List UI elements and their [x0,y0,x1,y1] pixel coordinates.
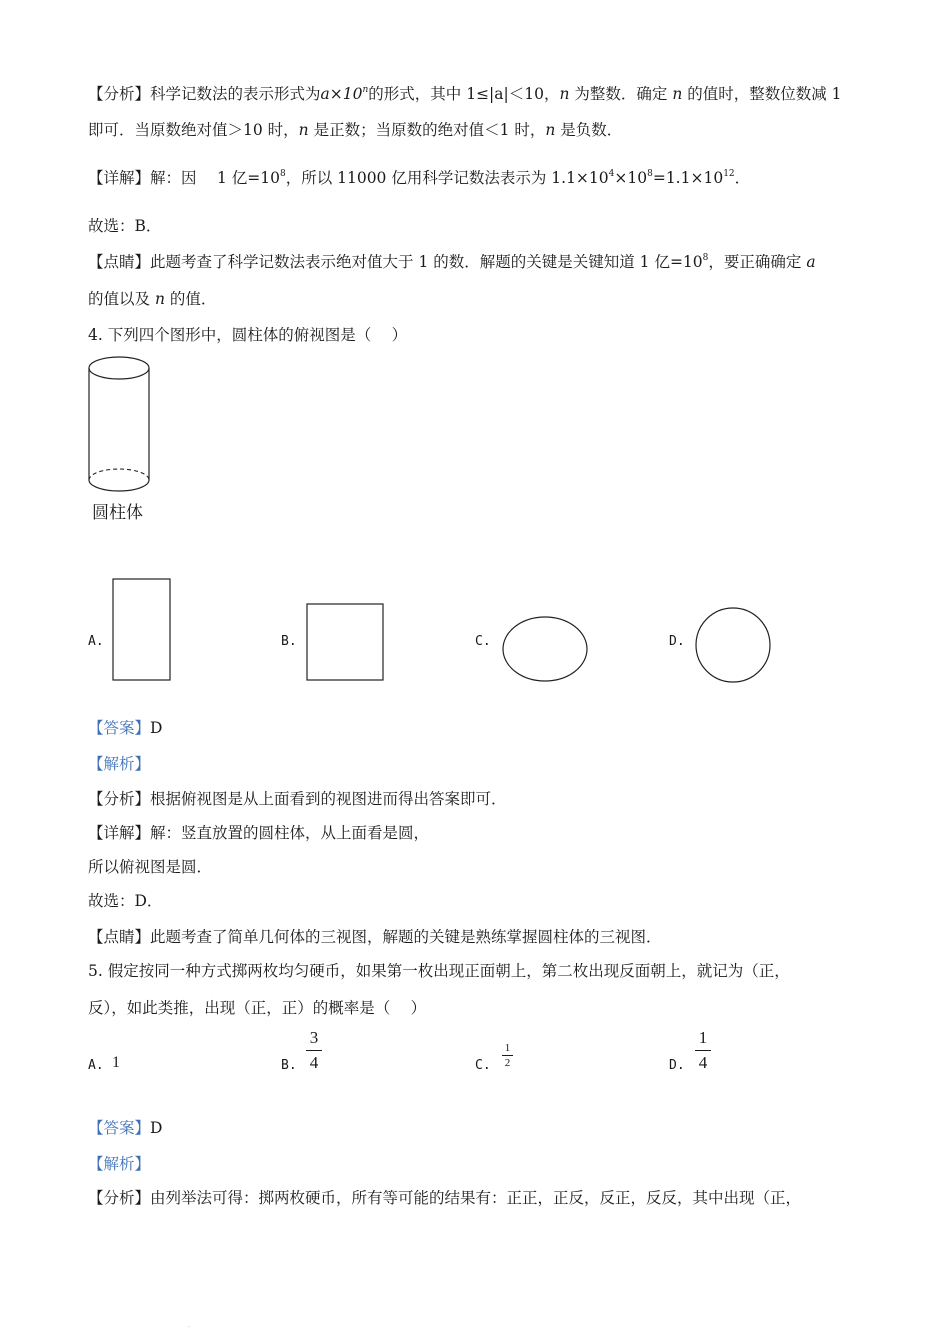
q5-option-c-fraction: 1 2 [502,1042,513,1069]
cylinder-figure [84,350,154,498]
q3-analysis-line2: 即可．当原数绝对值＞10 时，n 是正数；当原数的绝对值＜1 时，n 是负数． [88,121,623,139]
q3-choose: 故选：B． [88,217,162,235]
q4-analysis: 【分析】根据俯视图是从上面看到的视图进而得出答案即可． [88,790,507,808]
q5-stem-line2: 反），如此类推，出现（正，正）的概率是（ ） [88,999,427,1017]
detail-tag: 【详解】 [88,169,151,187]
q4-option-c-letter: C. [475,634,491,649]
q5-stem-line1: 5. 假定按同一种方式掷两枚均匀硬币，如果第一枚出现正面朝上，第二枚出现反面朝上，就记为（正， [88,962,790,980]
q3-point-line2: 的值以及 n 的值． [88,290,217,308]
cylinder-label: 圆柱体 [92,503,143,523]
q4-answer: 【答案】D [88,719,163,737]
q3-detail: 【详解】解：因 1 亿$=10^8$，所以 11000 亿用科学记数法表示为 $1.1\times 10^4\times 10^8=1.1\times 10^{12}$． [88,169,751,187]
analysis-tag: 【分析】 [88,85,151,103]
q4-detail-2: 所以俯视图是圆． [88,858,213,876]
q5-option-d-letter: D. [669,1058,685,1073]
q4-option-b-square [304,602,386,682]
q5-analysis: 【分析】由列举法可得：掷两枚硬币，所有等可能的结果有：正正，正反，反正，反反，其中出现（正， [88,1189,802,1207]
point-tag: 【点睛】 [88,253,151,271]
q4-stem: 4. 下列四个图形中，圆柱体的俯视图是（ ） [88,326,408,344]
q5-option-d-fraction: 1 4 [695,1028,711,1073]
q4-option-b-letter: B. [281,634,297,649]
answer-tag: 【答案】 [88,719,151,737]
q4-detail: 【详解】解：竖直放置的圆柱体，从上面看是圆， [88,824,430,842]
footer-mark: . [188,1322,190,1329]
q4-option-c-ellipse [500,614,590,684]
q4-option-d-circle [693,605,773,685]
q5-parse-tag: 【解析】 [88,1155,151,1173]
q4-parse-tag: 【解析】 [88,755,151,773]
q5-option-c-letter: C. [475,1058,491,1073]
q5-option-a-letter: A. [88,1058,104,1073]
q4-option-d-letter: D. [669,634,685,649]
q5-option-b-fraction: 3 4 [306,1028,322,1073]
q4-point: 【点睛】此题考查了简单几何体的三视图，解题的关键是熟练掌握圆柱体的三视图． [88,928,662,946]
q4-option-a-letter: A. [88,634,104,649]
q3-analysis-line1: 【分析】科学记数法的表示形式为$a\times 10^n$的形式，其中 1≤|a|＜10，n 为整数．确定 n 的值时，整数位数减 1 [88,85,842,103]
q4-choose: 故选：D． [88,892,163,910]
q5-option-a-value: 1 [112,1054,120,1071]
q5-answer: 【答案】D [88,1119,163,1137]
q4-option-a-rectangle [110,577,174,683]
q5-option-b-letter: B. [281,1058,297,1073]
q3-point-line1: 【点睛】此题考查了科学记数法表示绝对值大于 1 的数．解题的关键是关键知道 1 亿$=10^8$，要正确确定 a [88,253,816,271]
